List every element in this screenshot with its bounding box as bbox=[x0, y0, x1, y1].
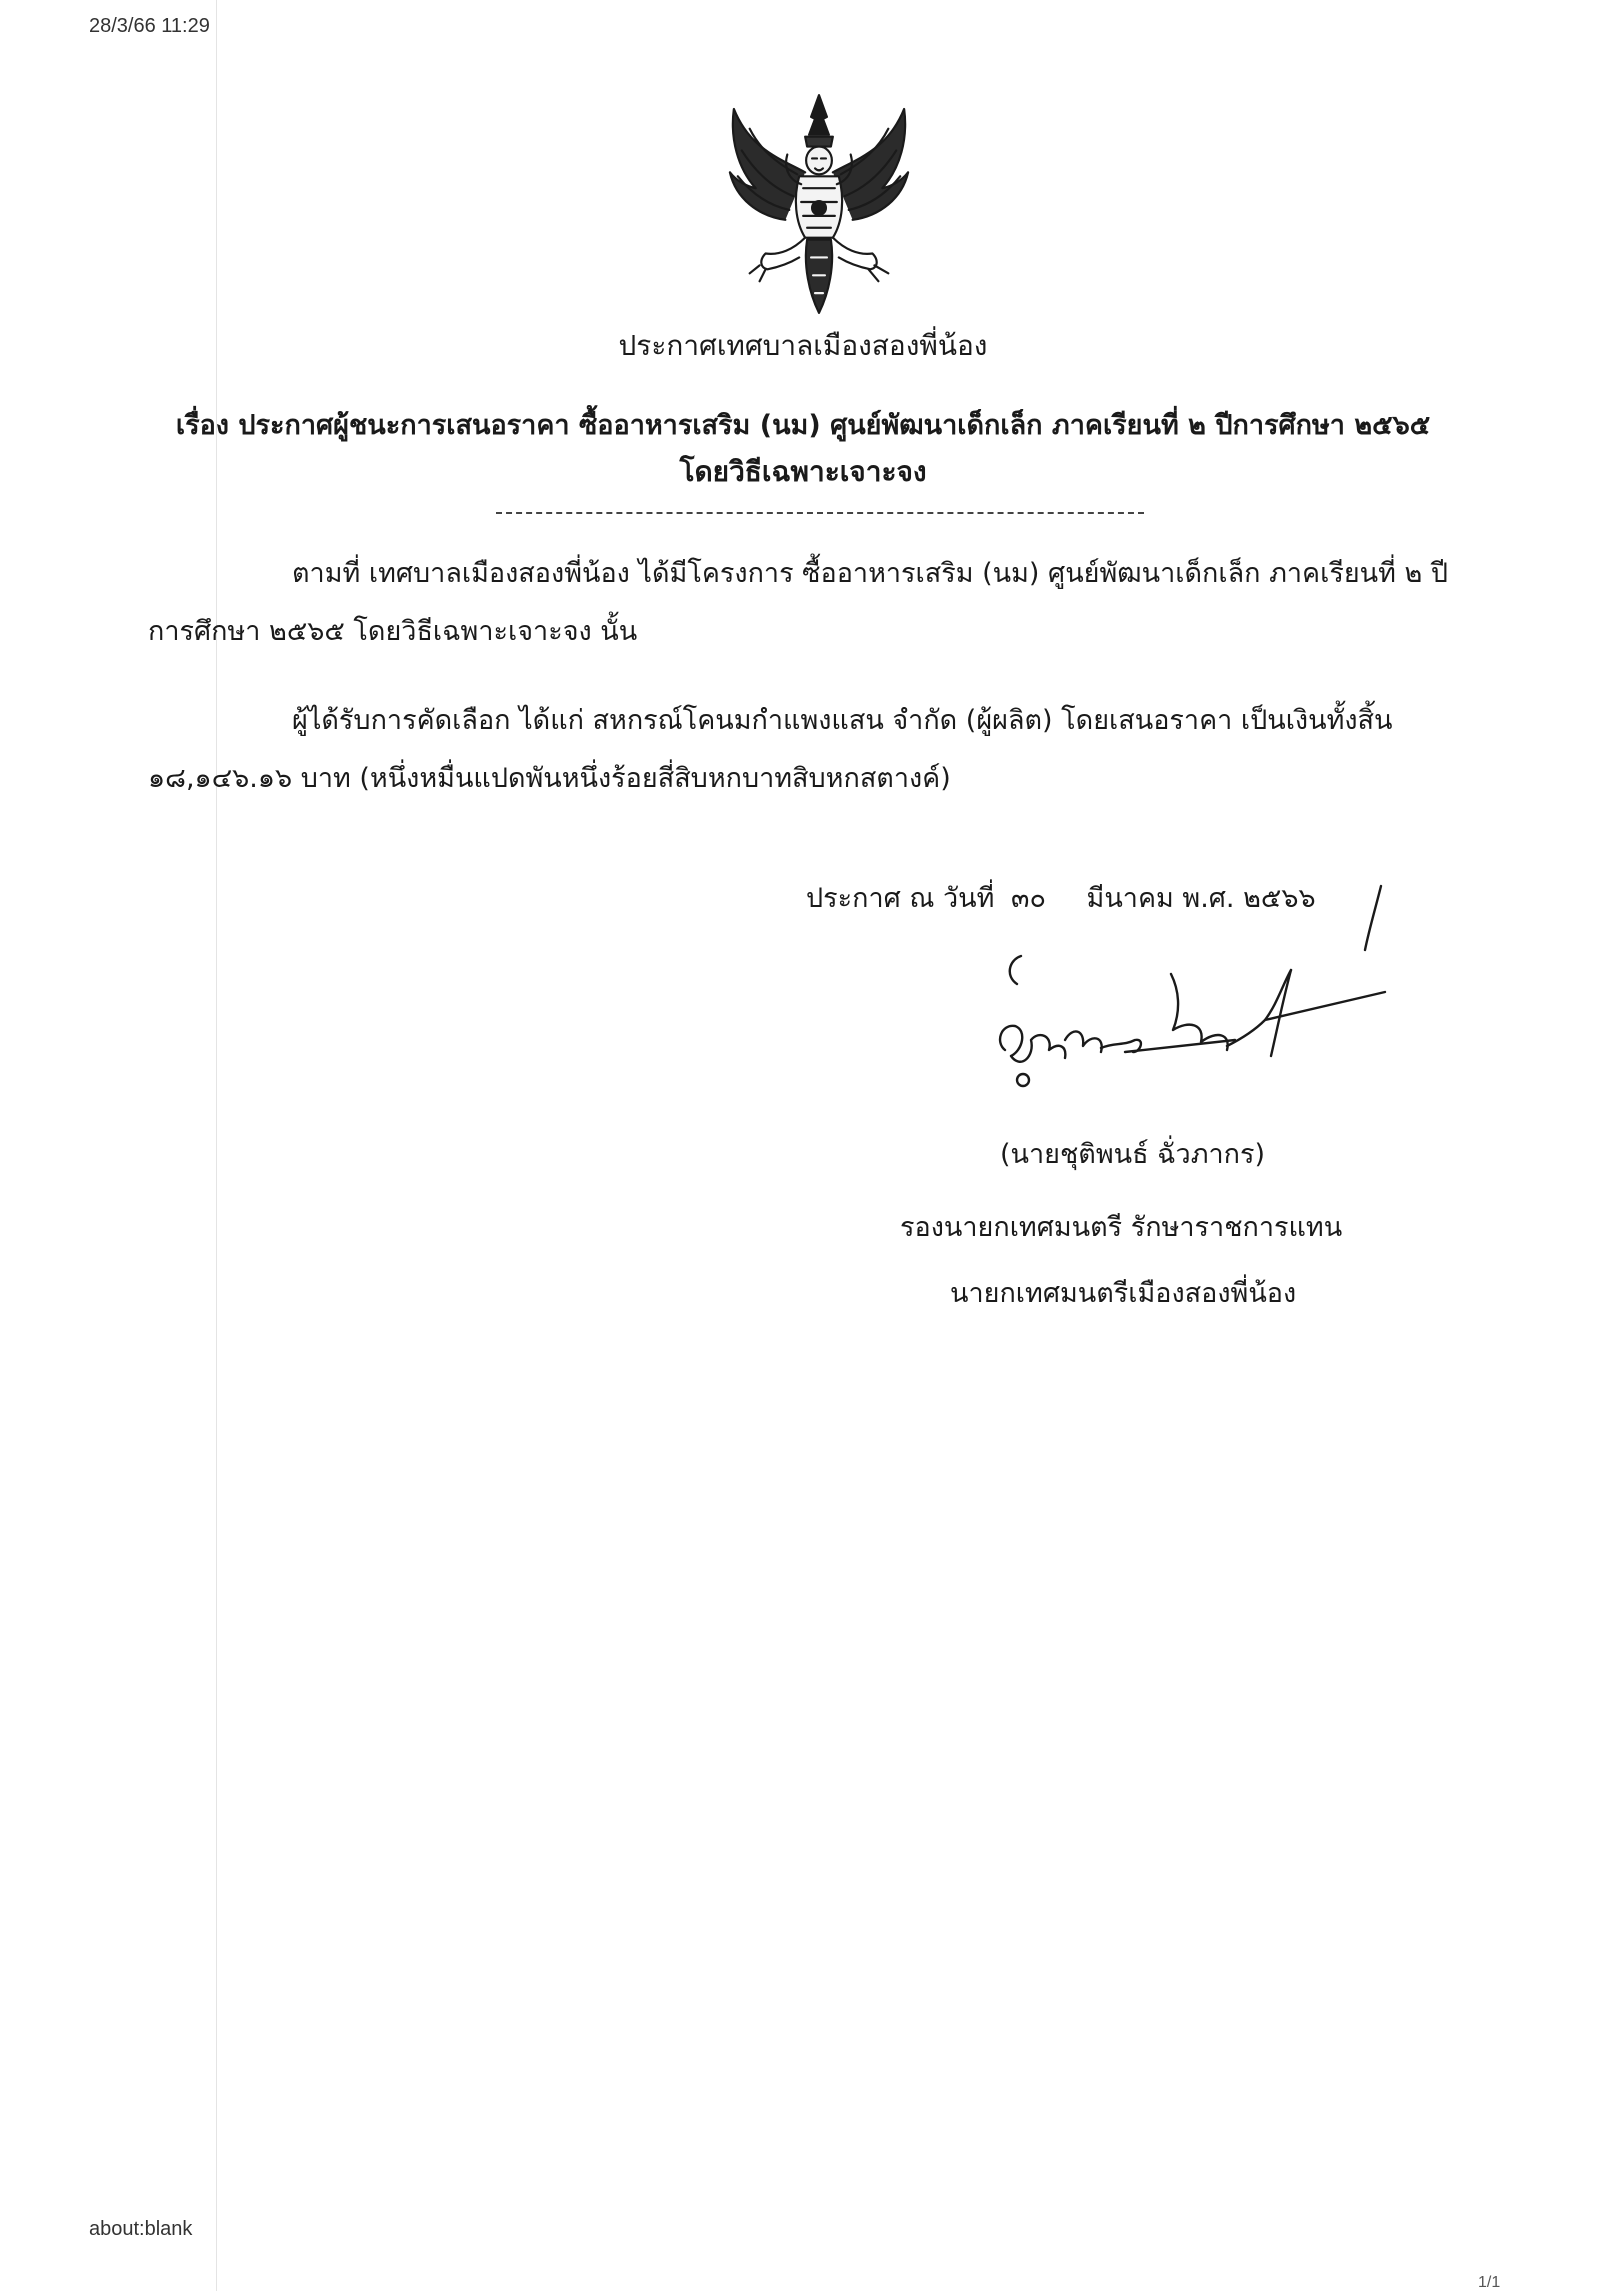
garuda-emblem-icon bbox=[720, 88, 918, 320]
announcement-title: ประกาศเทศบาลเมืองสองพี่น้อง bbox=[618, 329, 988, 362]
print-url: about:blank bbox=[89, 2218, 193, 2240]
signatory-title: นายกเทศมนตรีเมืองสองพี่น้อง bbox=[950, 1278, 1297, 1309]
date-month-year: มีนาคม พ.ศ. ๒๕๖๖ bbox=[1086, 883, 1316, 914]
date-prefix: ประกาศ ณ วันที่ bbox=[806, 883, 995, 914]
signatory-position: รองนายกเทศมนตรี รักษาราชการแทน bbox=[900, 1212, 1343, 1243]
procurement-method: โดยวิธีเฉพาะเจาะจง bbox=[679, 455, 927, 488]
paragraph-2-line-2: ๑๘,๑๔๖.๑๖ บาท (หนึ่งหมื่นแปดพันหนึ่งร้อยสี่สิบหกบาทสิบหกสตางค์) bbox=[148, 763, 951, 794]
signatory-name: (นายชุติพนธ์ ฉั่วภากร) bbox=[1000, 1139, 1266, 1170]
date-day: ๓๐ bbox=[1011, 883, 1046, 914]
paragraph-1-line-2: การศึกษา ๒๕๖๕ โดยวิธีเฉพาะเจาะจง นั้น bbox=[148, 616, 638, 647]
separator-line bbox=[496, 512, 1144, 514]
paragraph-1-line-1: ตามที่ เทศบาลเมืองสองพี่น้อง ได้มีโครงการ ซื้ออาหารเสริม (นม) ศูนย์พัฒนาเด็กเล็ก ภาคเรียนที่ ๒ ปี bbox=[292, 558, 1449, 589]
handwritten-signature-icon bbox=[965, 880, 1405, 1110]
paragraph-2-line-1: ผู้ได้รับการคัดเลือก ได้แก่ สหกรณ์โคนมกำแพงแสน จำกัด (ผู้ผลิต) โดยเสนอราคา เป็นเงินทั้งสิ้น bbox=[292, 705, 1393, 736]
page-number: 1/1 bbox=[1478, 2274, 1501, 2291]
announcement-subject: เรื่อง ประกาศผู้ชนะการเสนอราคา ซื้ออาหารเสริม (นม) ศูนย์พัฒนาเด็กเล็ก ภาคเรียนที่ ๒ ปีการศึกษา ๒๕๖๕ bbox=[175, 410, 1431, 441]
print-timestamp: 28/3/66 11:29 bbox=[89, 15, 210, 37]
